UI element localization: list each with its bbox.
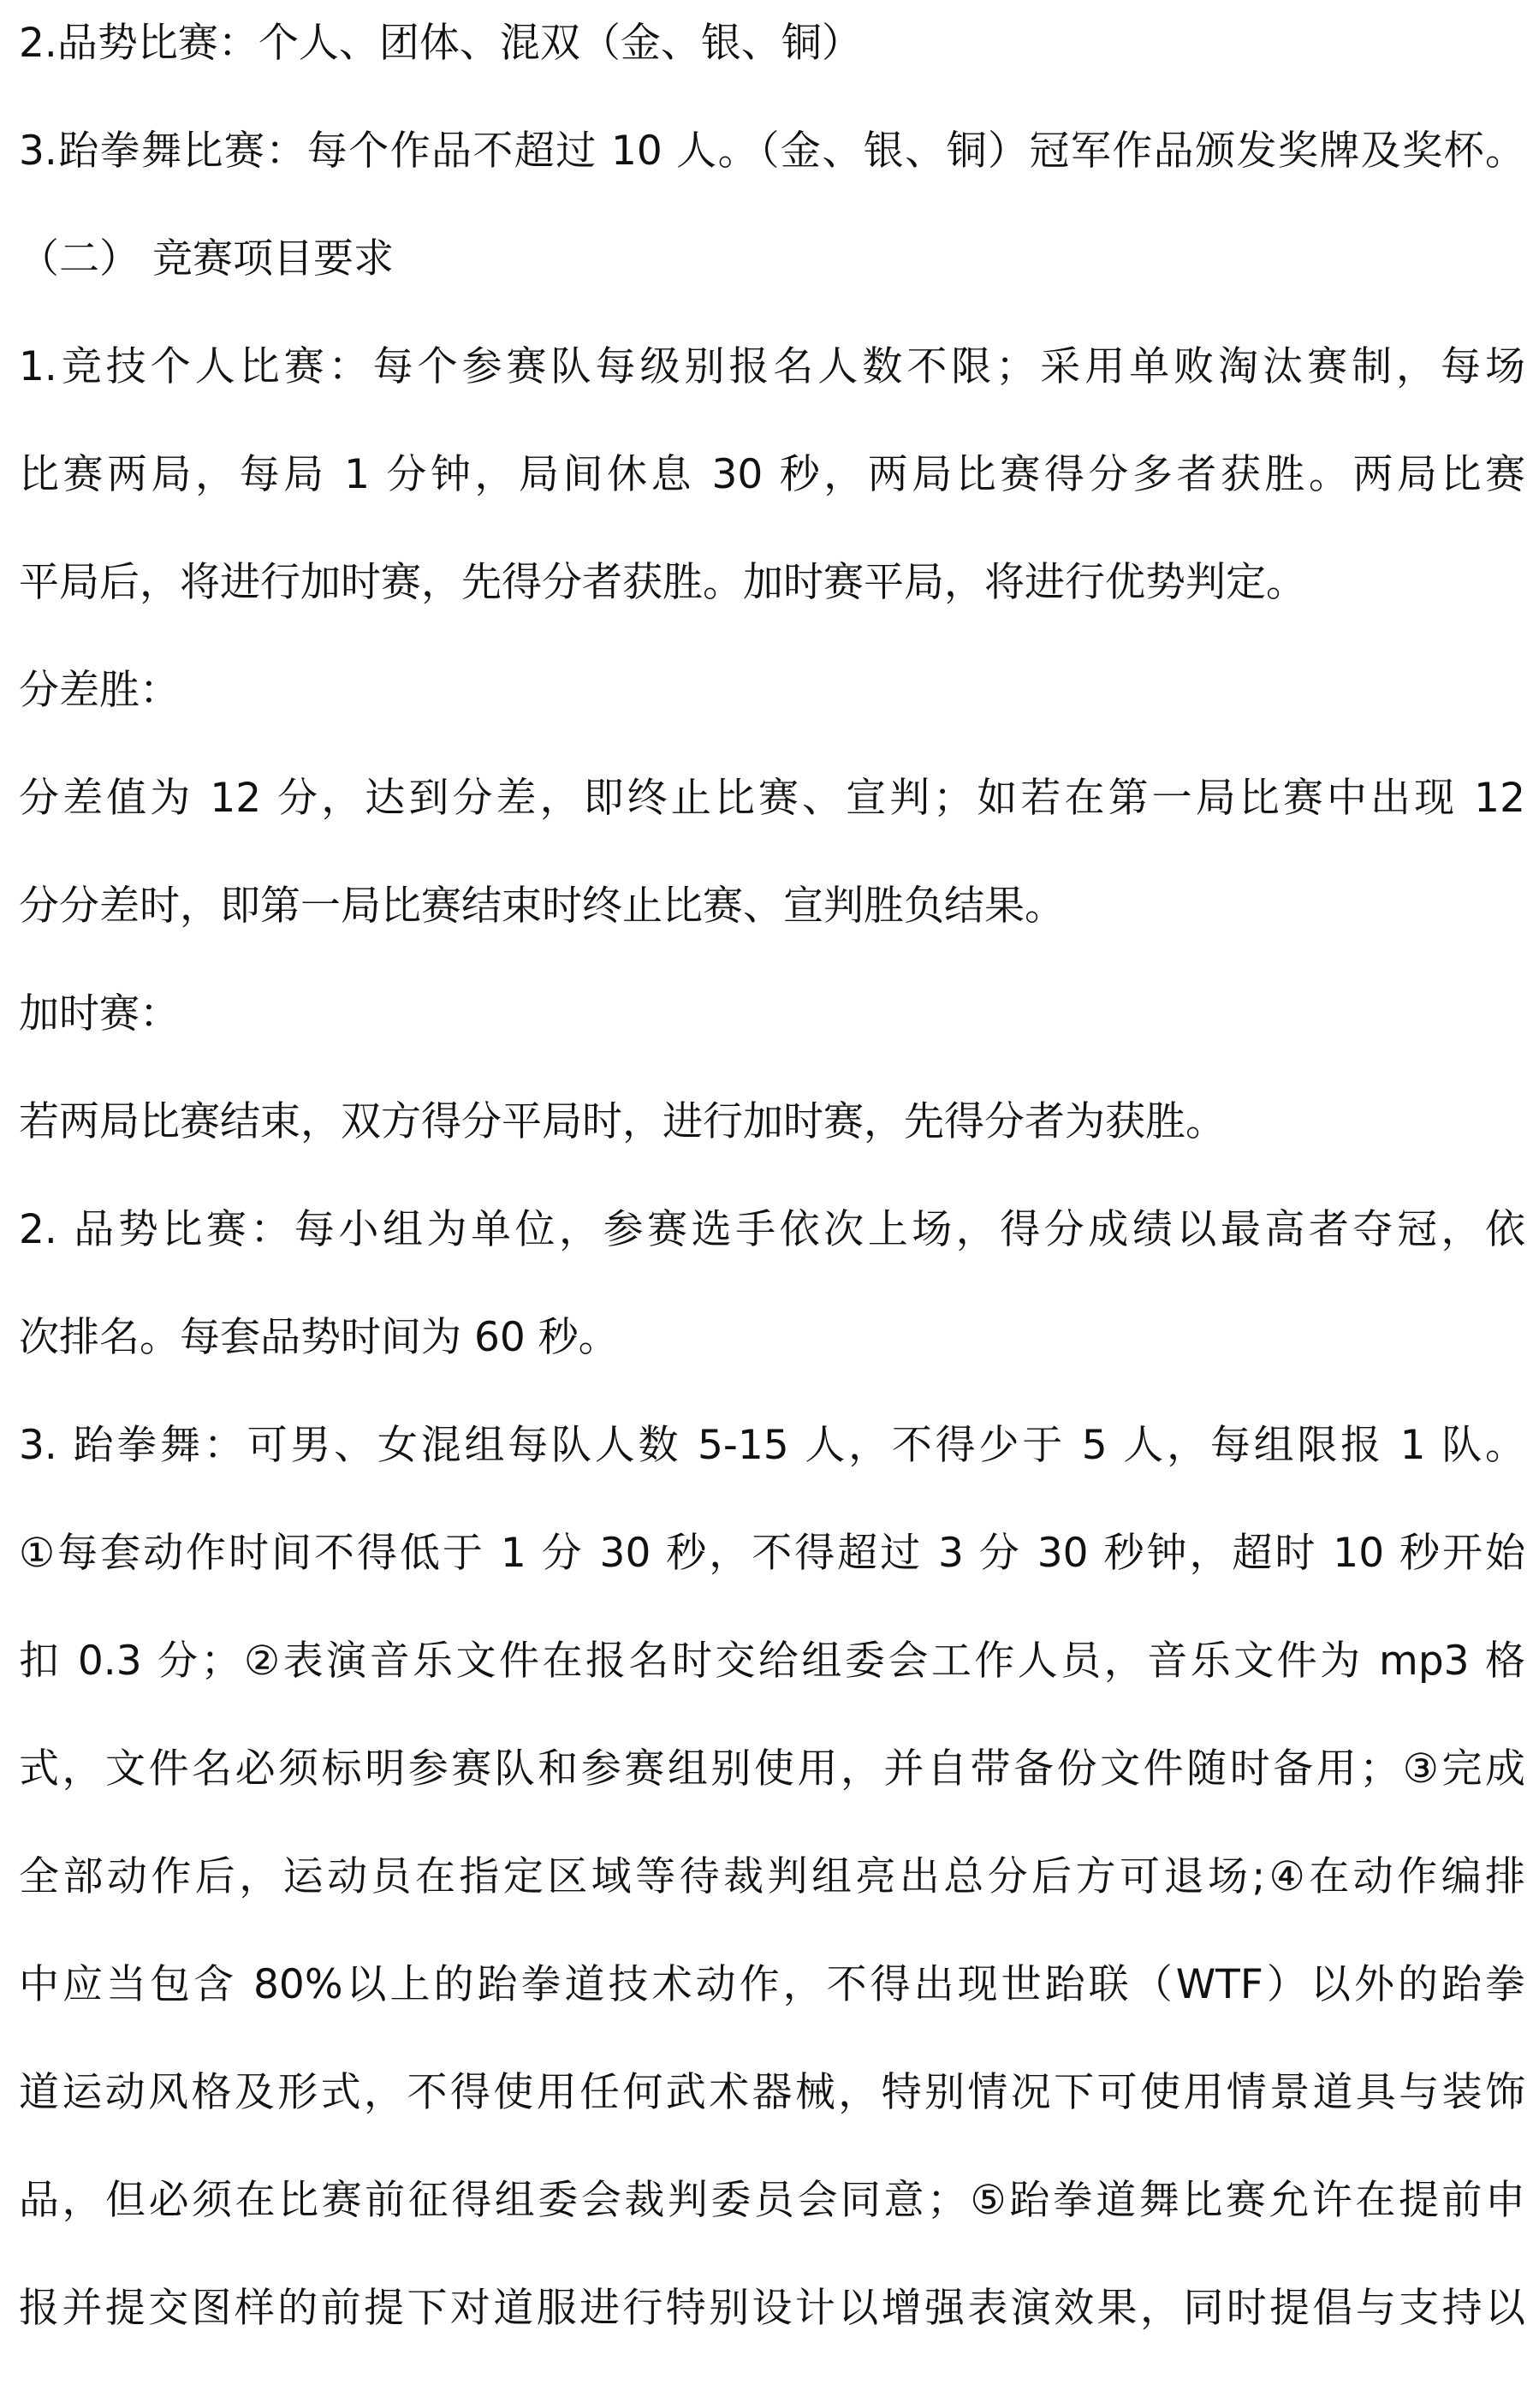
text-line: ①每套动作时间不得低于 1 分 30 秒，不得超过 3 分 30 秒钟，超时 10 秒开始: [19, 1530, 1525, 1577]
text-line: 3. 跆拳舞：可男、女混组每队人数 5-15 人，不得少于 5 人，每组限报 1 队。: [19, 1422, 1525, 1469]
text-line: 式，文件名必须标明参赛队和参赛组别使用，并自带备份文件随时备用；③完成: [19, 1745, 1525, 1793]
text-line: 扣 0.3 分；②表演音乐文件在报名时交给组委会工作人员，音乐文件为 mp3 格: [19, 1638, 1525, 1685]
text-line: 报并提交图样的前提下对道服进行特别设计以增强表演效果，同时提倡与支持以: [19, 2285, 1525, 2332]
text-line: 分分差时，即第一局比赛结束时终止比赛、宣判胜负结果。: [19, 883, 1065, 930]
text-line: 品，但必须在比赛前征得组委会裁判委员会同意；⑤跆拳道舞比赛允许在提前申: [19, 2177, 1525, 2224]
text-line: 中应当包含 80%以上的跆拳道技术动作，不得出现世跆联（WTF）以外的跆拳: [19, 1961, 1525, 2008]
text-line: 1.竞技个人比赛：每个参赛队每级别报名人数不限；采用单败淘汰赛制，每场: [19, 343, 1525, 390]
text-line: 分差胜：: [19, 667, 180, 714]
text-line: 3.跆拳舞比赛：每个作品不超过 10 人。（金、银、铜）冠军作品颁发奖牌及奖杯。: [19, 128, 1525, 175]
text-line: 全部动作后，运动员在指定区域等待裁判组亮出总分后方可退场;④在动作编排: [19, 1853, 1525, 1900]
text-line: 若两局比赛结束，双方得分平局时，进行加时赛，先得分者为获胜。: [19, 1098, 1226, 1145]
text-line: 加时赛：: [19, 990, 180, 1038]
text-line: 比赛两局，每局 1 分钟，局间休息 30 秒，两局比赛得分多者获胜。两局比赛: [19, 451, 1525, 498]
text-line: 道运动风格及形式，不得使用任何武术器械，特别情况下可使用情景道具与装饰: [19, 2069, 1525, 2116]
section-heading: （二） 竞赛项目要求: [19, 235, 394, 282]
text-line: 平局后，将进行加时赛，先得分者获胜。加时赛平局，将进行优势判定。: [19, 559, 1306, 606]
text-line: 次排名。每套品势时间为 60 秒。: [19, 1314, 619, 1361]
text-line: 分差值为 12 分，达到分差，即终止比赛、宣判；如若在第一局比赛中出现 12: [19, 775, 1525, 822]
text-line: 2.品势比赛：个人、团体、混双（金、银、铜）: [19, 20, 862, 67]
text-line: 2. 品势比赛：每小组为单位，参赛选手依次上场，得分成绩以最高者夺冠，依: [19, 1206, 1525, 1253]
